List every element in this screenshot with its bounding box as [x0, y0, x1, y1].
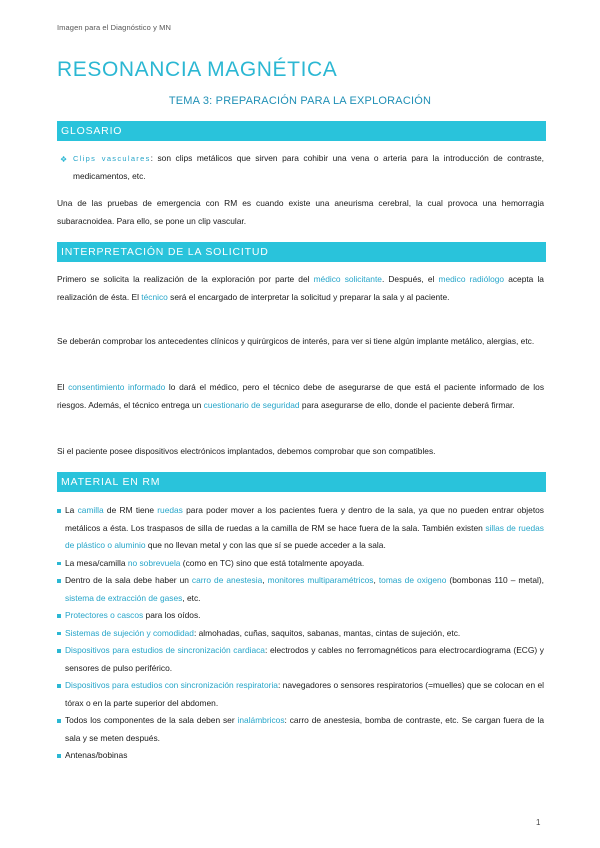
text: : navegadores o sensores respiratorios (=muelles) que se colocan en el tórax o en la parte superior del abdomen. [65, 680, 545, 708]
paragraph-antecedentes: Se deberán comprobar los antecedentes clínicos y quirúrgicos de interés, para ver si tiene algún implante metálico, alergias, etc. [57, 336, 535, 346]
list-item [57, 642, 544, 677]
square-bullet-icon [57, 649, 61, 653]
highlight: Protectores o cascos [65, 610, 144, 620]
text: La [65, 505, 78, 515]
text: que no llevan metal y con las que sí se puede acceder a la sala. [145, 540, 386, 550]
paragraph-dispositivos: Si el paciente posee dispositivos electrónicos implantados, debemos comprobar que son compatibles. [57, 446, 436, 456]
list-item [57, 677, 544, 712]
glossary-definition: : son clips metálicos que sirven para cohibir una vena o arteria para la introducción de contraste, medicamentos, etc. [73, 153, 545, 181]
text: para los oídos. [143, 610, 201, 620]
highlight: monitores multiparamétricos [267, 575, 374, 585]
text: Primero se solicita la realización de la exploración por parte del [57, 274, 314, 284]
text: , [373, 575, 379, 585]
highlight: carro de anestesia [191, 575, 263, 585]
highlight-medico-radiologo: medico radiólogo [438, 274, 505, 284]
highlight: sillas de ruedas de plástico o aluminio [65, 522, 544, 550]
paragraph-aneurisma: Una de las pruebas de emergencia con RM es cuando existe una aneurisma cerebral, la cual provoca una hemorragia subaracnoidea. Para ello, se pone un clip vascular. [57, 198, 544, 226]
text: Antenas/bobinas [65, 750, 128, 760]
paragraph-consentimiento [57, 379, 544, 414]
highlight: Dispositivos para estudios de sincronización cardiaca [65, 645, 265, 655]
text: , etc. [182, 592, 201, 603]
material-list [57, 502, 544, 765]
text: : almohadas, cuñas, saquitos, sabanas, mantas, cintas de sujeción, etc. [193, 627, 461, 638]
square-bullet-icon [57, 509, 61, 513]
square-bullet-icon [57, 684, 61, 688]
square-bullet-icon [57, 632, 61, 636]
glossary-term: Clips vasculares [73, 154, 151, 163]
text: acepta la realización de ésta. El [57, 274, 544, 302]
list-item [57, 747, 544, 765]
text: : carro de anestesia, bomba de contraste, etc. Se cargan fuera de la sala y se meten después. [65, 715, 544, 743]
document-title: RESONANCIA MAGNÉTICA [57, 58, 338, 81]
highlight: sistema de extracción de gases [65, 592, 183, 603]
square-bullet-icon [57, 562, 61, 566]
text: Dentro de la sala debe haber un [65, 575, 192, 585]
highlight: ruedas [157, 505, 183, 515]
text: : electrodos y cables no ferromagnéticos para electrocardiograma (ECG) y sensores de pulso periférico. [65, 645, 544, 673]
highlight-tecnico: técnico [141, 291, 168, 302]
running-header: Imagen para el Diagnóstico y MN [57, 23, 171, 32]
list-item [57, 502, 544, 555]
text: (bombonas 110 – metal), [446, 575, 544, 585]
document-subtitle: TEMA 3: PREPARACIÓN PARA LA EXPLORACIÓN [168, 95, 432, 107]
square-bullet-icon [57, 719, 61, 723]
highlight: tomas de oxigeno [378, 575, 447, 585]
square-bullet-icon [57, 614, 61, 618]
section-heading-material: MATERIAL EN RM [57, 472, 546, 492]
highlight: Dispositivos para estudios con sincronización respiratoria [65, 680, 278, 690]
highlight-medico-solicitante: médico solicitante [313, 274, 382, 284]
list-item [57, 607, 544, 625]
list-item [57, 572, 544, 607]
highlight: Sistemas de sujeción y comodidad [65, 627, 194, 638]
diamond-bullet-icon: ❖ [60, 155, 68, 164]
highlight: inalámbricos [237, 715, 285, 725]
highlight: camilla [77, 505, 104, 515]
text: será el encargado de interpretar la solicitud y preparar la sala y al paciente. [167, 291, 450, 302]
section-heading-glosario: GLOSARIO [57, 121, 546, 141]
text: para poder mover a los pacientes fuera y dentro de la sala, ya que no pueden entrar objetos metálicos a ésta. Los traspasos de silla de ruedas a la camilla de RM se hace fuera de la sala. También existen [65, 505, 544, 533]
list-item [57, 625, 544, 643]
square-bullet-icon [57, 579, 61, 583]
text: El [57, 382, 69, 392]
paragraph-solicitud [57, 271, 544, 306]
text: Todos los componentes de la sala deben ser [65, 715, 238, 725]
text: La mesa/camilla [65, 557, 128, 568]
text: (como en TC) sino que está totalmente apoyada. [180, 557, 365, 568]
highlight-consentimiento: consentimiento informado [68, 382, 166, 392]
section-heading-interpretacion: INTERPRETACIÓN DE LA SOLICITUD [57, 242, 546, 262]
text: , [262, 575, 268, 585]
highlight: no sobrevuela [127, 557, 181, 568]
glossary-item [57, 150, 544, 185]
highlight-cuestionario: cuestionario de seguridad [203, 399, 300, 410]
text: . Después, el [381, 274, 439, 284]
text: lo dará el médico, pero el técnico debe de asegurarse de que está el paciente informado de los riesgos. Además, el técnico entrega un [57, 382, 545, 410]
square-bullet-icon [57, 754, 61, 758]
list-item [57, 555, 544, 573]
text: para asegurarse de ello, donde el paciente deberá firmar. [299, 399, 515, 410]
page-number: 1 [536, 818, 541, 827]
list-item [57, 712, 544, 747]
text: de RM tiene [103, 505, 158, 515]
